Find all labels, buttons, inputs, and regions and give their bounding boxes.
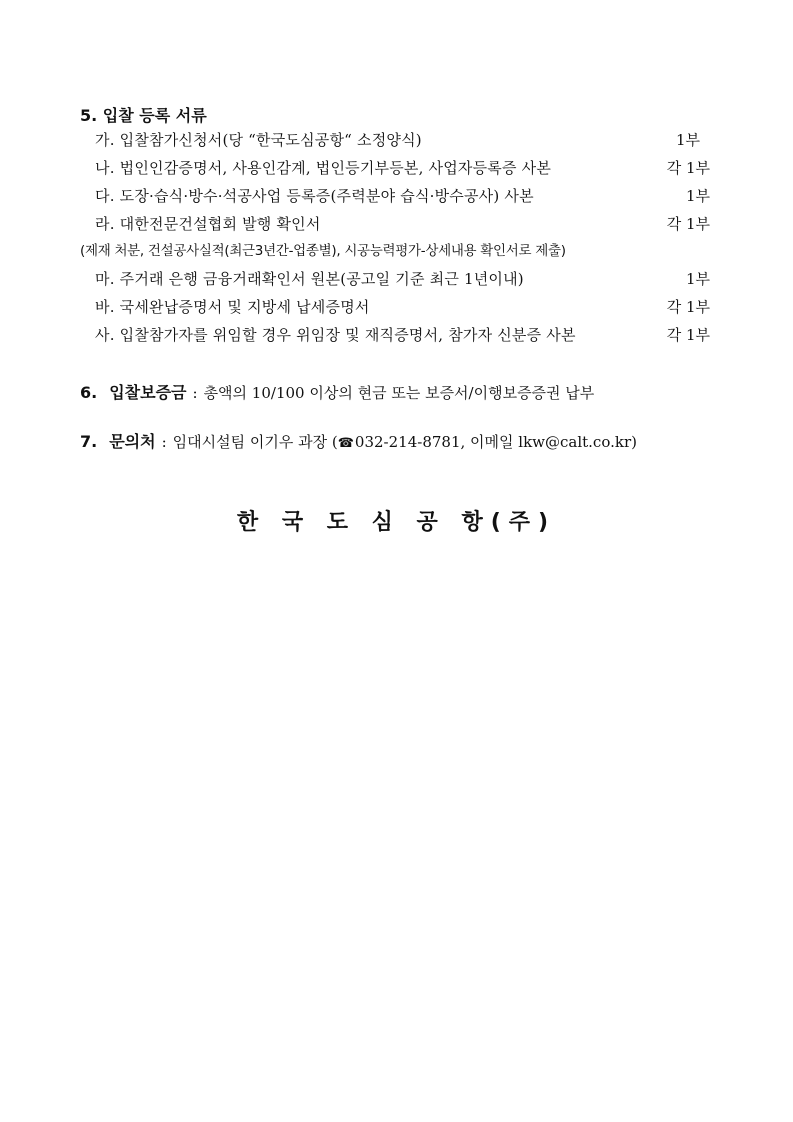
section-6-line [80,380,594,403]
item-text: 사. 입찰참가자를 위임할 경우 위임장 및 재직증명서, 참가자 신분증 사본 [95,326,576,344]
section-7-number: 7. [80,432,98,451]
phone-icon: ☎ [337,436,354,451]
item-quantity: 각 1부 [666,326,710,344]
section-7-line [80,429,637,452]
item-text: 가. 입찰참가신청서(당 “한국도심공항“ 소정양식) [95,131,422,149]
item-quantity: 각 1부 [666,298,710,316]
section-7-label: 문의처 [109,432,156,451]
section-6-separator: : [192,384,198,402]
section-7-detail-suffix: 032-214-8781, 이메일 lkw@calt.co.kr) [354,433,637,451]
item-text: 다. 도장·습식·방수·석공사업 등록증(주력분야 습식·방수공사) 사본 [95,187,534,205]
item-text: 바. 국세완납증명서 및 지방세 납세증명서 [95,298,370,316]
list-item [95,128,710,152]
item-text: 라. 대한전문건설협회 발행 확인서 [95,215,321,233]
section-7-separator: : [161,433,167,451]
section-5-heading: 5. 입찰 등록 서류 [80,106,207,125]
item-quantity: 각 1부 [666,215,710,233]
section-6-detail: 총액의 10/100 이상의 현금 또는 보증서/이행보증증권 납부 [203,384,595,402]
item-quantity: 각 1부 [666,159,710,177]
list-item [95,323,710,347]
list-item [95,184,710,208]
section-7-detail-prefix: 임대시설팀 이기우 과장 ( [172,433,338,451]
section-6-number: 6. [80,383,98,402]
section-6-label: 입찰보증금 [109,383,187,402]
item-quantity: 1부 [685,270,710,288]
item-text: 마. 주거래 은행 금융거래확인서 원본(공고일 기준 최근 1년이내) [95,270,524,288]
item-quantity: 1부 [685,187,710,205]
list-item [95,212,710,236]
note-text: (제재 처분, 건설공사실적(최근3년간-업종별), 시공능력평가-상세내용 확인서로 제출) [80,243,566,259]
company-name: 한 국 도 심 공 항(주) [236,510,557,535]
item-text: 나. 법인인감증명서, 사용인감계, 법인등기부등본, 사업자등록증 사본 [95,159,552,177]
list-item [95,295,710,319]
item-quantity: 1부 [675,131,700,149]
list-item [95,267,710,291]
list-item [95,156,710,180]
